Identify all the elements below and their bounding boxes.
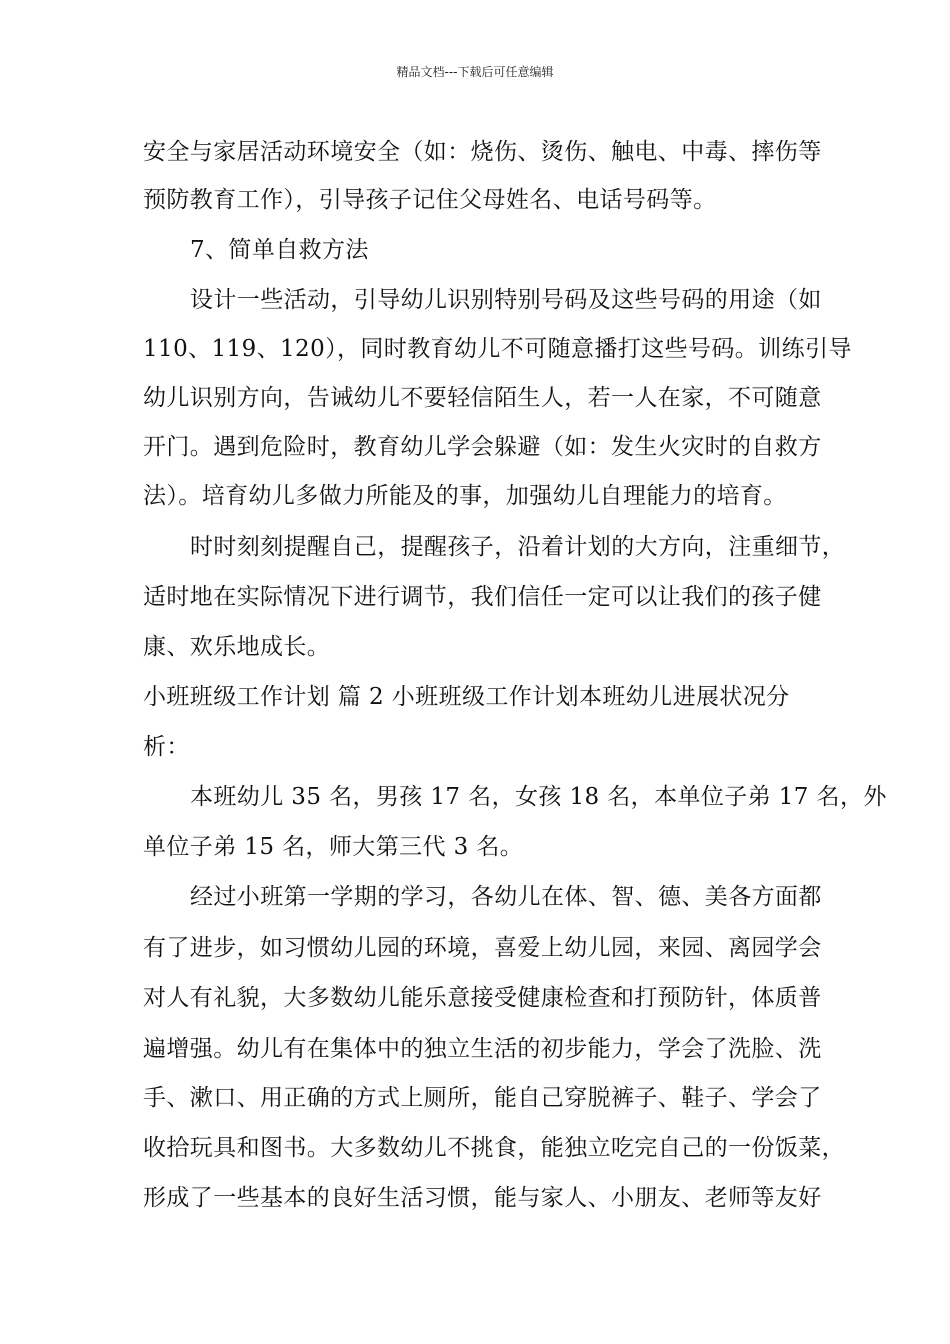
text-line: 设计一些活动，引导幼儿识别特别号码及这些号码的用途（如 <box>190 287 822 313</box>
text-line: 时时刻刻提醒自己，提醒孩子，沿着计划的大方向，注重细节， <box>190 534 846 560</box>
text-line: 开门。遇到危险时，教育幼儿学会躲避（如：发生火灾时的自救方 <box>143 434 822 460</box>
text-line: 幼儿识别方向，告诫幼儿不要轻信陌生人，若一人在家，不可随意 <box>143 385 822 411</box>
text-line: 法）。培育幼儿多做力所能及的事，加强幼儿自理能力的培育。 <box>143 483 787 509</box>
text-line: 本班幼儿 35 名，男孩 17 名，女孩 18 名，本单位子弟 17 名，外 <box>190 784 887 810</box>
text-line: 形成了一些基本的良好生活习惯，能与家人、小朋友、老师等友好 <box>143 1185 822 1211</box>
text-line: 预防教育工作），引导孩子记住父母姓名、电话号码等。 <box>143 187 717 213</box>
text-line: 有了进步，如习惯幼儿园的环境，喜爱上幼儿园，来园、离园学会 <box>143 935 822 961</box>
text-line: 手、漱口、用正确的方式上厕所，能自己穿脱裤子、鞋子、学会了 <box>143 1085 822 1111</box>
section-title-line: 小班班级工作计划 篇 2 小班班级工作计划本班幼儿进展状况分 <box>143 684 790 710</box>
text-line: 经过小班第一学期的学习，各幼儿在体、智、德、美各方面都 <box>190 884 822 910</box>
text-line: 析： <box>143 734 190 760</box>
text-line: 收拾玩具和图书。大多数幼儿不挑食，能独立吃完自己的一份饭菜， <box>143 1135 845 1161</box>
page-header: 精品文档---下载后可任意编辑 <box>396 65 554 79</box>
text-line: 110、119、120），同时教育幼儿不可随意播打这些号码。训练引导 <box>143 336 852 362</box>
section-heading: 7、简单自救方法 <box>190 237 369 263</box>
text-line: 对人有礼貌，大多数幼儿能乐意接受健康检查和打预防针，体质普 <box>143 985 822 1011</box>
text-line: 康、欢乐地成长。 <box>143 634 331 660</box>
text-line: 适时地在实际情况下进行调节，我们信任一定可以让我们的孩子健 <box>143 584 822 610</box>
text-line: 单位子弟 15 名，师大第三代 3 名。 <box>143 834 524 860</box>
text-line: 安全与家居活动环境安全（如：烧伤、烫伤、触电、中毒、摔伤等 <box>143 139 822 165</box>
text-line: 遍增强。幼儿有在集体中的独立生活的初步能力，学会了洗脸、洗 <box>143 1036 822 1062</box>
